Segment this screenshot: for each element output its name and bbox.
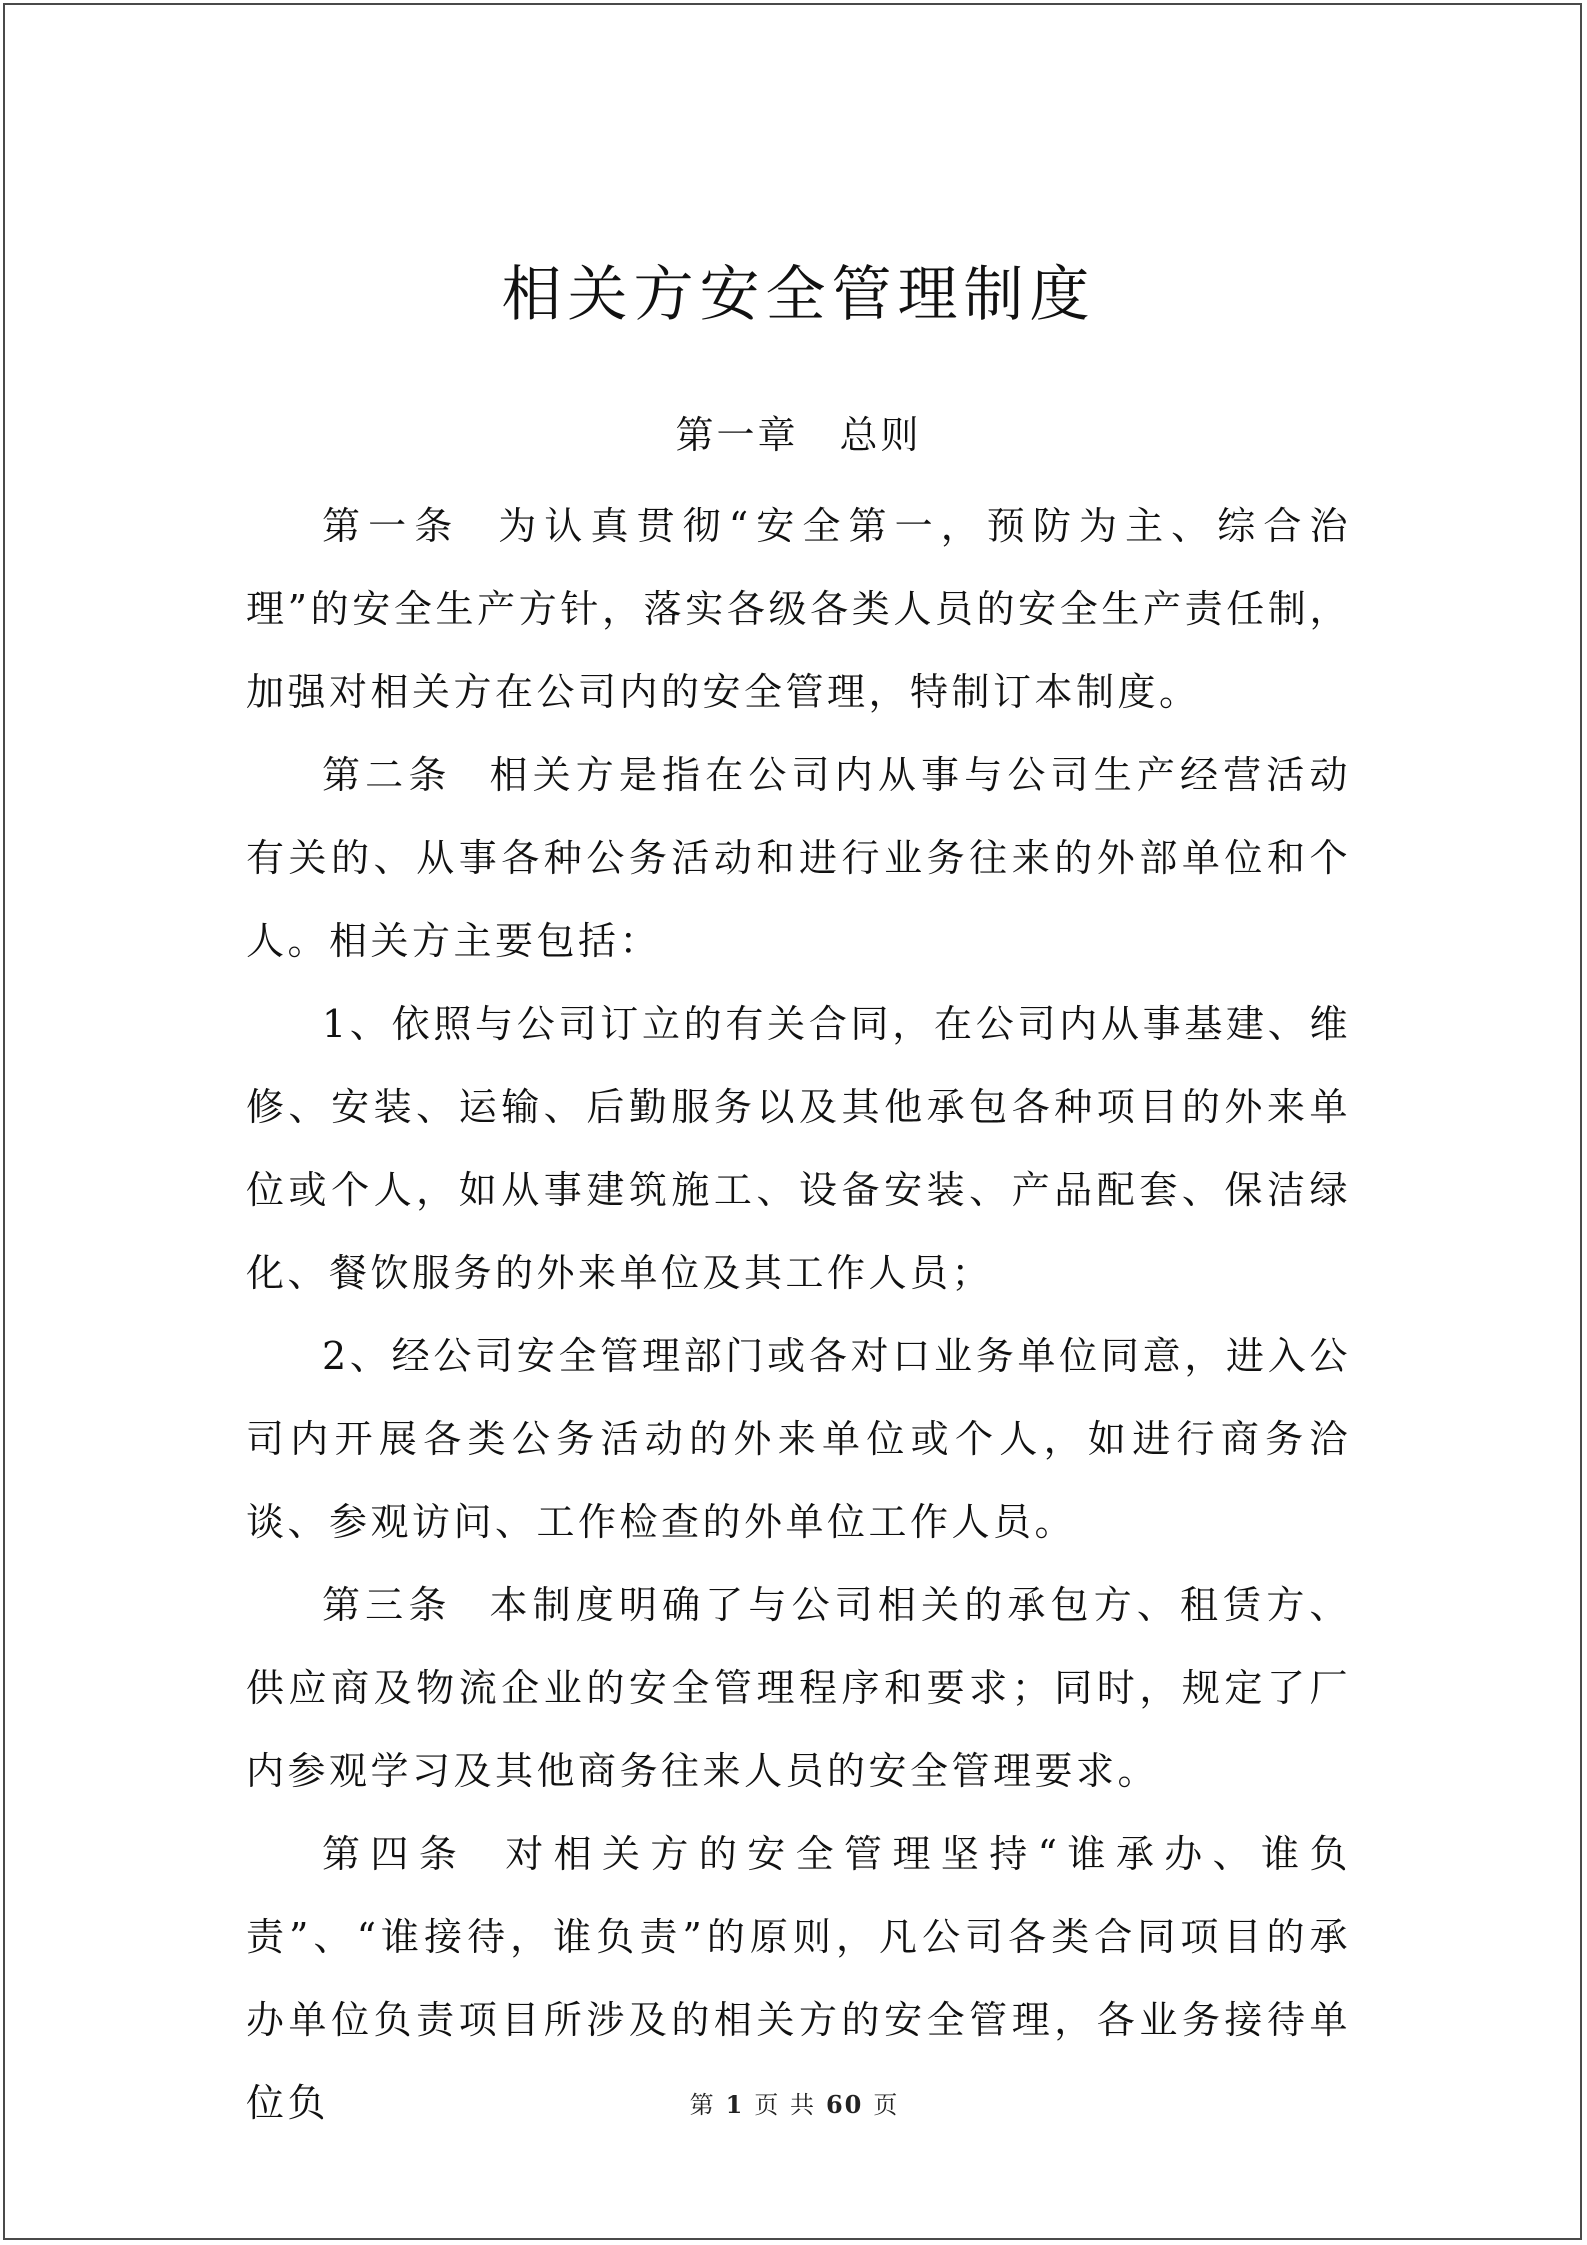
page-footer xyxy=(5,2085,1584,2125)
article-label: 第二条 xyxy=(322,753,452,797)
chapter-heading: 第一章 总则 xyxy=(675,413,922,457)
footer-page-total: 60 xyxy=(825,2090,864,2119)
list-item-text: 1、依照与公司订立的有关合同，在公司内从事基建、维修、安装、运输、后勤服务以及其他承包各种项目的外来单位或个人，如从事建筑施工、设备安装、产品配套、保洁绿化、餐饮服务的外来单位及其工作人员； xyxy=(246,1002,1351,1295)
article-label: 第一条 xyxy=(322,504,461,548)
footer-suffix: 页 xyxy=(873,2091,900,2119)
footer-page-number: 1 xyxy=(725,2090,745,2119)
list-item-2 xyxy=(246,1315,1351,1564)
document-page xyxy=(3,3,1582,2240)
document-body xyxy=(246,485,1351,2145)
article-text: 为认真贯彻“安全第一，预防为主、综合治理”的安全生产方针，落实各级各类人员的安全生产责任制，加强对相关方在公司内的安全管理，特制订本制度。 xyxy=(246,504,1351,714)
footer-prefix: 第 xyxy=(689,2091,716,2119)
article-text: 相关方是指在公司内从事与公司生产经营活动有关的、从事各种公务活动和进行业务往来的外部单位和个人。相关方主要包括： xyxy=(246,753,1351,963)
article-3 xyxy=(246,1564,1351,1813)
list-item-text: 2、经公司安全管理部门或各对口业务单位同意，进入公司内开展各类公务活动的外来单位或个人，如进行商务洽谈、参观访问、工作检查的外单位工作人员。 xyxy=(246,1334,1351,1544)
article-text: 本制度明确了与公司相关的承包方、租赁方、供应商及物流企业的安全管理程序和要求；同时，规定了厂内参观学习及其他商务往来人员的安全管理要求。 xyxy=(246,1583,1351,1793)
article-label: 第四条 xyxy=(322,1832,468,1876)
article-2 xyxy=(246,734,1351,983)
document-title: 相关方安全管理制度 xyxy=(501,260,1096,330)
article-text: 对相关方的安全管理坚持“谁承办、谁负责”、“谁接待，谁负责”的原则，凡公司各类合同项目的承办单位负责项目所涉及的相关方的安全管理，各业务接待单位负 xyxy=(246,1832,1351,2125)
footer-middle: 页 共 xyxy=(754,2091,816,2119)
article-1 xyxy=(246,485,1351,734)
list-item-1 xyxy=(246,983,1351,1315)
article-label: 第三条 xyxy=(322,1583,452,1627)
